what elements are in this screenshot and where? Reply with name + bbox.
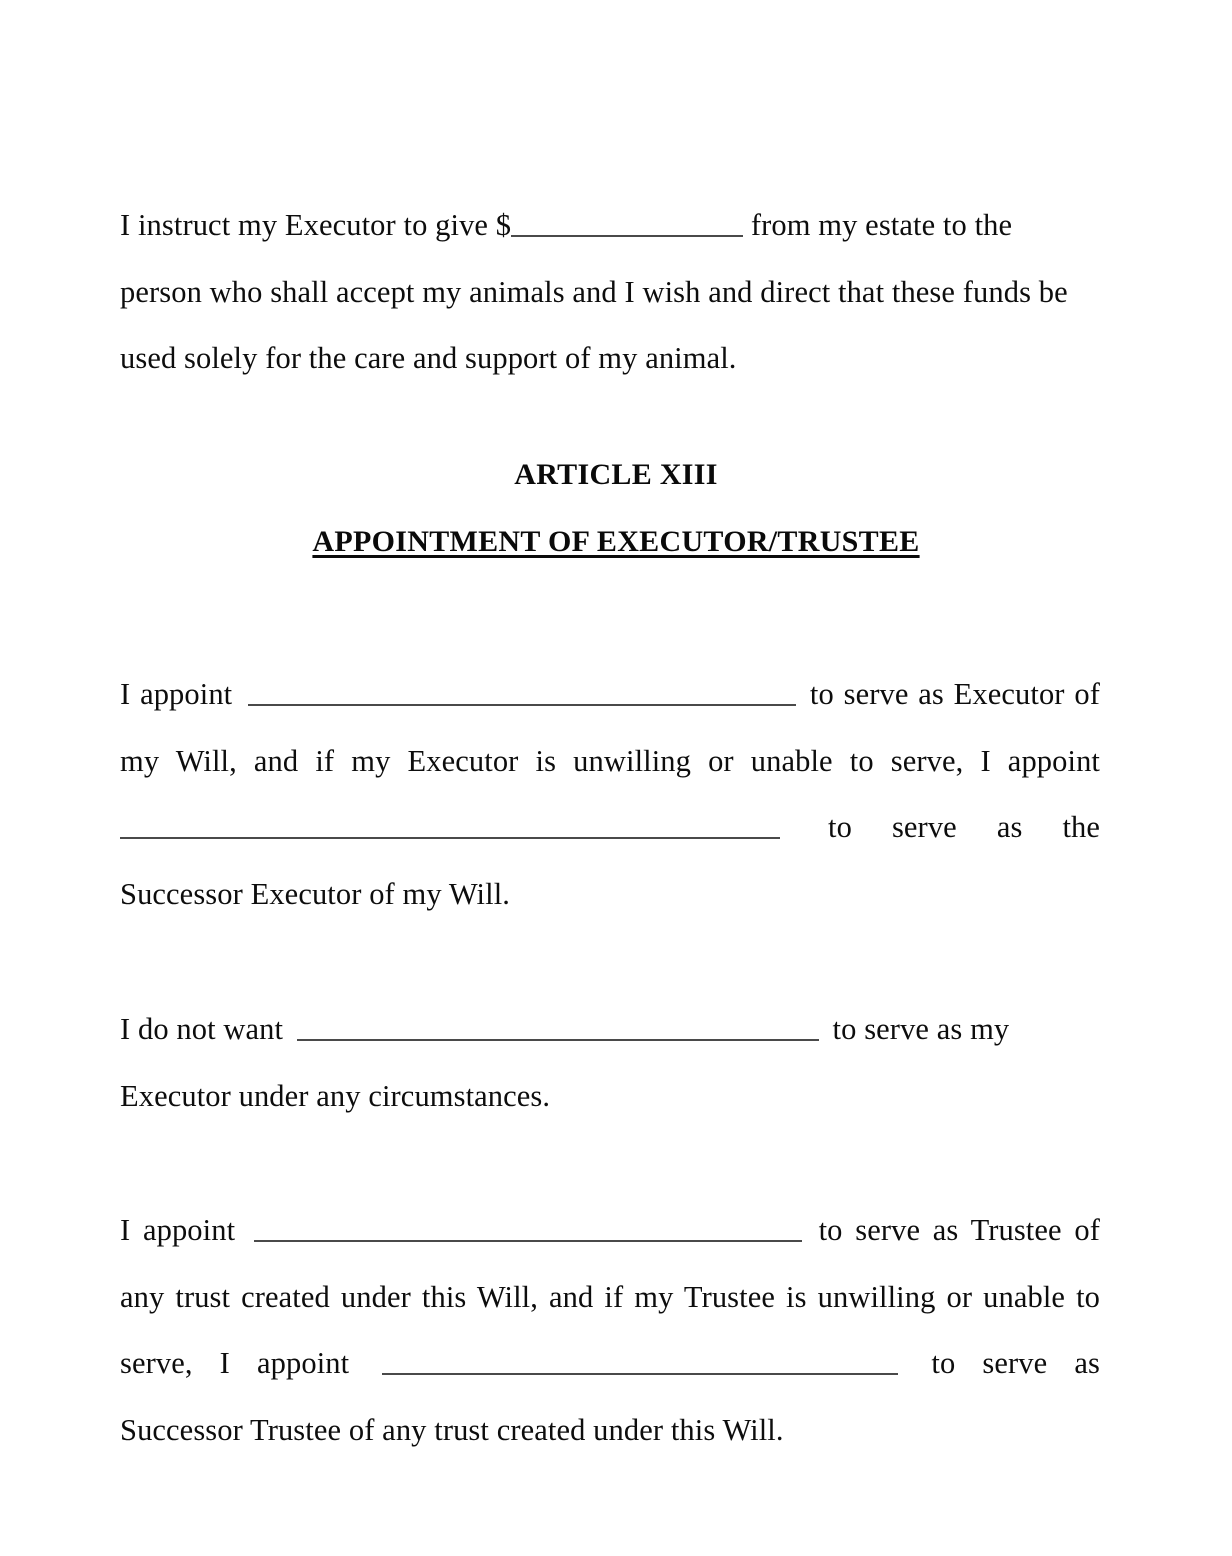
trustee-text-segment-1: I appoint — [120, 1213, 248, 1247]
blank-money-amount[interactable] — [511, 205, 743, 238]
blank-trustee-name[interactable] — [254, 1210, 802, 1243]
article-title: APPOINTMENT OF EXECUTOR/TRUSTEE — [312, 525, 920, 558]
executor-text-segment-3: to serve as the Successor Executor of my Will. — [120, 810, 1100, 911]
animal-funds-text-after-blank: from my estate to the person who shall accept my animals and I wish and direct that these funds be used solely for the care and support of my animal. — [120, 208, 1068, 376]
trustee-text-segment-3: to serve as Successor Trustee of any trust created under this Will. — [120, 1346, 1100, 1447]
article-heading: ARTICLE XIII — [514, 458, 718, 491]
blank-successor-trustee-name[interactable] — [382, 1343, 898, 1376]
article-title-row — [0, 525, 1232, 559]
paragraph-appoint-executor — [120, 661, 1100, 927]
paragraph-excluded-executor — [120, 996, 1100, 1129]
article-heading-row — [0, 458, 1232, 492]
animal-funds-text-before-blank: I instruct my Executor to give $ — [120, 208, 512, 242]
blank-excluded-executor-name[interactable] — [297, 1009, 819, 1042]
paragraph-appoint-trustee — [120, 1197, 1100, 1463]
executor-text-segment-2: to serve as Executor of my Will, and if my Executor is unwilling or unable to serve, I appoint — [120, 677, 1100, 778]
blank-executor-name[interactable] — [248, 674, 796, 707]
blank-successor-executor-name[interactable] — [120, 807, 780, 840]
executor-text-segment-1: I appoint — [120, 677, 243, 711]
do-not-want-text-segment-1: I do not want — [120, 1012, 291, 1046]
trustee-text-segment-2: to serve as Trustee of any trust created under this Will, and if my Trustee is unwilling or unable to serve, I appoint — [120, 1213, 1100, 1381]
do-not-want-text-segment-2: to serve as my Executor under any circumstances. — [120, 1012, 1010, 1113]
paragraph-animal-care-funds — [120, 192, 1078, 392]
